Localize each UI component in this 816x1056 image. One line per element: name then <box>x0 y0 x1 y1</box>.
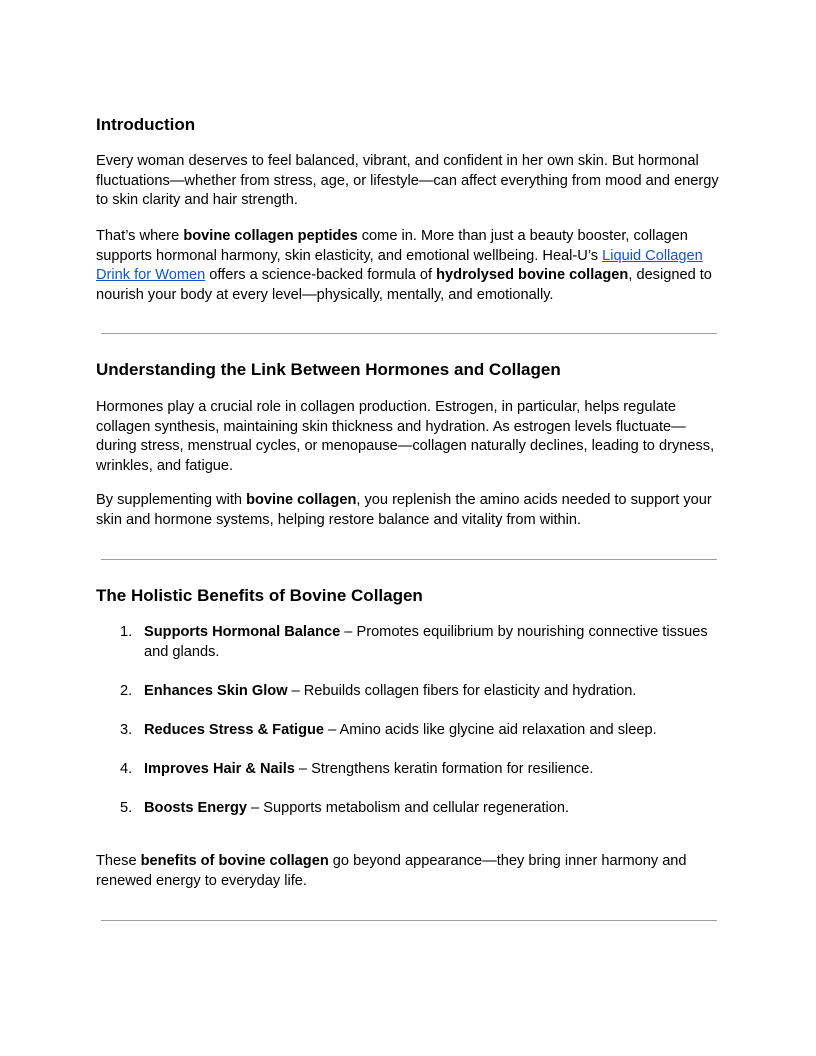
benefit-title: Improves Hair & Nails <box>144 760 295 777</box>
benefit-title: Enhances Skin Glow <box>144 682 288 699</box>
link-section-heading: Understanding the Link Between Hormones and Collagen <box>96 360 561 379</box>
benefit-item-1 <box>96 623 720 662</box>
link-p2-text-2: , you replenish the amino acids needed to support your skin and hormone systems, helping restore balance and vitality from within. <box>96 492 712 528</box>
benefit-text: – Strengthens keratin formation for resilience. <box>294 760 594 777</box>
link-section-paragraph-2 <box>96 491 720 530</box>
intro-paragraph-2 <box>96 227 720 305</box>
closing-text-1: These <box>96 853 141 869</box>
section-divider-1 <box>101 333 717 334</box>
intro-p2-text-3: offers a science-backed formula of <box>205 267 437 283</box>
link-p2-text-1: By supplementing with <box>96 492 247 508</box>
benefit-item-4 <box>96 760 720 780</box>
benefit-text: – Amino acids like glycine aid relaxation and sleep. <box>324 721 657 738</box>
intro-p2-bold-1: bovine collagen peptides <box>183 228 358 244</box>
link-section-paragraph-1: Hormones play a crucial role in collagen production. Estrogen, in particular, helps regulate collagen synthesis, maintaining skin thickness and hydration. As estrogen levels fluctuate—during stress, menstrual cycles, or menopause—collagen naturally declines, leading to dryness, wrinkles, and fatigue. <box>96 399 715 474</box>
benefit-title: Supports Hormonal Balance <box>144 624 341 640</box>
benefits-closing-paragraph <box>96 852 720 891</box>
intro-p2-bold-2: hydrolysed bovine collagen <box>436 267 629 283</box>
benefit-item-5 <box>96 799 720 819</box>
benefit-number: 3. <box>120 721 133 738</box>
benefits-heading: The Holistic Benefits of Bovine Collagen <box>96 586 423 605</box>
closing-bold-1: benefits of bovine collagen <box>140 853 329 869</box>
intro-p2-text-4: , designed to nourish your body at every level—physically, mentally, and emotionally. <box>96 267 712 303</box>
benefit-item-2 <box>96 682 720 702</box>
benefit-title: Boosts Energy <box>144 799 247 816</box>
intro-p2-text-1: That’s where <box>96 228 184 244</box>
closing-text-2: go beyond appearance—they bring inner harmony and renewed energy to everyday life. <box>96 853 687 889</box>
benefits-list <box>96 623 720 838</box>
benefit-text: – Promotes equilibrium by nourishing connective tissues and glands. <box>144 624 708 660</box>
section-divider-2 <box>101 559 717 560</box>
intro-paragraph-1: Every woman deserves to feel balanced, vibrant, and confident in her own skin. But hormonal fluctuations—whether from stress, age, or lifestyle—can affect everything from mood and energy to skin clarity and hair strength. <box>96 153 719 208</box>
link-p2-bold-1: bovine collagen <box>246 492 357 508</box>
benefit-item-3 <box>96 721 720 741</box>
intro-heading: Introduction <box>96 115 196 134</box>
benefit-number: 4. <box>120 760 133 777</box>
benefit-title: Reduces Stress & Fatigue <box>144 721 325 738</box>
section-divider-3 <box>101 920 717 921</box>
benefit-text: – Supports metabolism and cellular regeneration. <box>247 799 570 816</box>
benefit-text: – Rebuilds collagen fibers for elasticity and hydration. <box>287 682 637 699</box>
benefit-number: 2. <box>120 682 133 699</box>
benefit-number: 1. <box>120 624 133 640</box>
intro-p2-text-2: come in. More than just a beauty booster, collagen supports hormonal harmony, skin elasticity, and emotional wellbeing. Heal-U’s <box>96 228 688 264</box>
liquid-collagen-link[interactable]: Liquid Collagen Drink for Women <box>96 247 703 283</box>
benefit-number: 5. <box>120 799 133 816</box>
